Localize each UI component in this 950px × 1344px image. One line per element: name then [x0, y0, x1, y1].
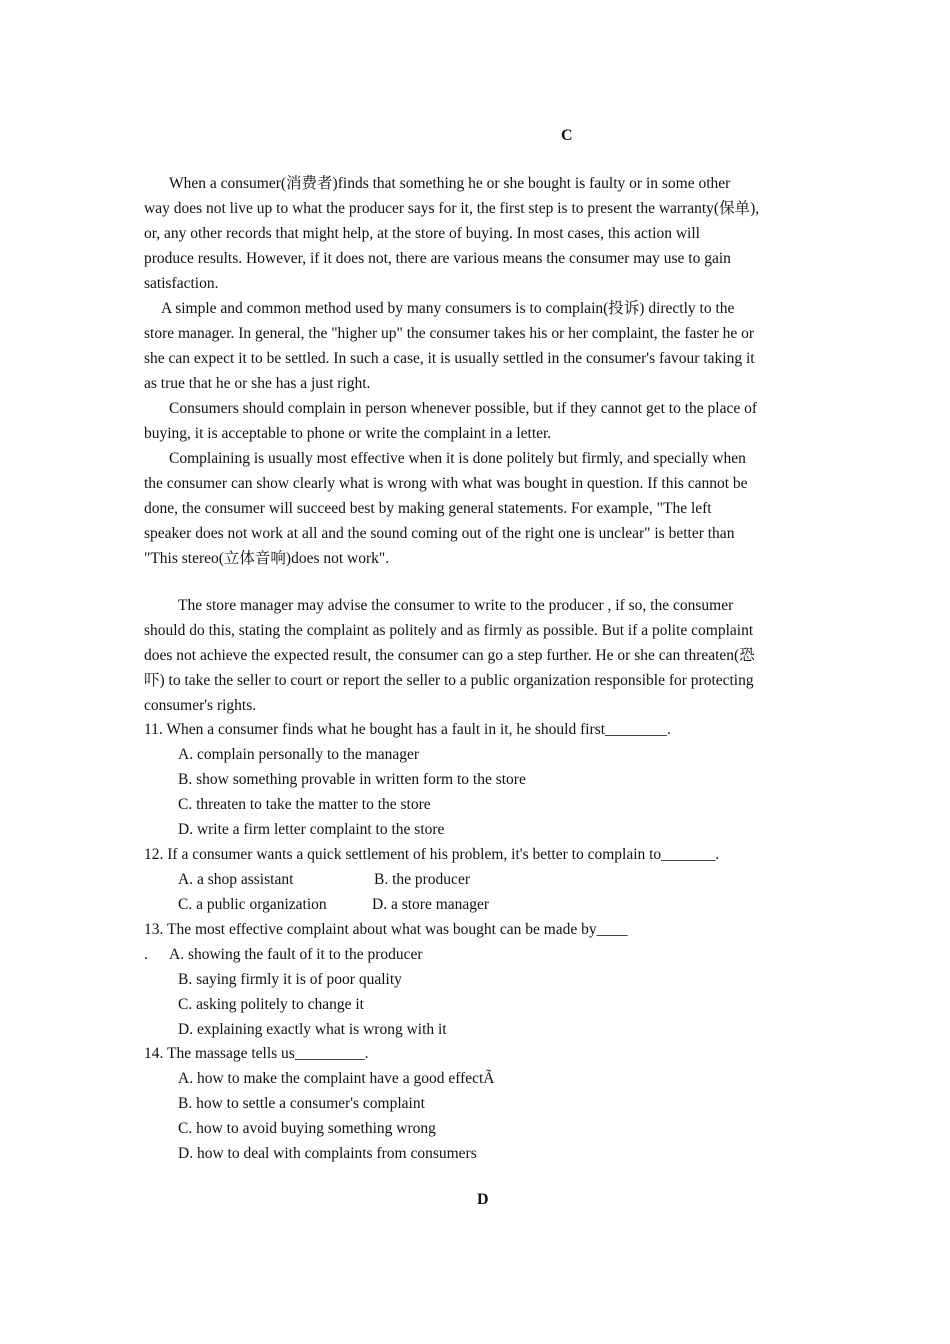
question-13-option-c: C. asking politely to change it — [178, 996, 364, 1013]
question-12-option-d: D. a store manager — [372, 896, 490, 913]
passage-line: she can expect it to be settled. In such a case, it is usually settled in the consumer's favour taking it — [144, 350, 755, 367]
passage-line: Complaining is usually most effective when it is done politely but firmly, and specially when — [169, 450, 746, 467]
question-11-option-b: B. show something provable in written form to the store — [178, 771, 526, 788]
passage-line: buying, it is acceptable to phone or write the complaint in a letter. — [144, 425, 552, 442]
question-14-option-c: C. how to avoid buying something wrong — [178, 1120, 436, 1137]
passage-line: "This stereo(立体音响)does not work". — [144, 550, 390, 567]
passage-line: should do this, stating the complaint as politely and as firmly as possible. But if a polite complaint — [144, 622, 754, 639]
passage-line: the consumer can show clearly what is wrong with what was bought in question. If this cannot be — [144, 475, 748, 492]
passage-line: or, any other records that might help, at the store of buying. In most cases, this action will — [144, 225, 700, 242]
question-11-stem: 11. When a consumer finds what he bought has a fault in it, he should first________. — [144, 721, 671, 738]
passage-line: as true that he or she has a just right. — [144, 375, 371, 392]
passage-line: done, the consumer will succeed best by making general statements. For example, "The left — [144, 500, 712, 517]
section-c-heading: C — [561, 127, 573, 144]
passage-line: 吓) to take the seller to court or report the seller to a public organization responsible for protecting — [144, 672, 754, 689]
passage-line: Consumers should complain in person whenever possible, but if they cannot get to the place of — [169, 400, 758, 417]
question-12-option-a: A. a shop assistant — [178, 871, 294, 888]
question-12-option-b: B. the producer — [374, 871, 470, 888]
passage-line: produce results. However, if it does not, there are various means the consumer may use to gain — [144, 250, 731, 267]
passage-line: When a consumer(消费者)finds that something he or she bought is faulty or in some other — [169, 175, 731, 192]
question-11-option-c: C. threaten to take the matter to the store — [178, 796, 431, 813]
question-13-stray-dot: . — [144, 946, 148, 963]
question-11-option-a: A. complain personally to the manager — [178, 746, 420, 763]
question-14-stem: 14. The massage tells us_________. — [144, 1045, 369, 1062]
question-12-stem: 12. If a consumer wants a quick settlement of his problem, it's better to complain to_______. — [144, 846, 720, 863]
question-14-option-d: D. how to deal with complaints from consumers — [178, 1145, 477, 1162]
passage-line: store manager. In general, the "higher up" the consumer takes his or her complaint, the faster he or — [144, 325, 755, 342]
passage-line: A simple and common method used by many consumers is to complain(投诉) directly to the — [161, 300, 735, 317]
question-13-option-b: B. saying firmly it is of poor quality — [178, 971, 402, 988]
passage-line: way does not live up to what the producer says for it, the first step is to present the warranty(保单), — [144, 200, 760, 217]
question-13-stem: 13. The most effective complaint about what was bought can be made by____ — [144, 921, 628, 938]
question-13-option-a: A. showing the fault of it to the producer — [169, 946, 423, 963]
question-14-option-a: A. how to make the complaint have a good effectÃ — [178, 1070, 495, 1087]
passage-line: satisfaction. — [144, 275, 219, 292]
passage-line: consumer's rights. — [144, 697, 257, 714]
passage-line: does not achieve the expected result, the consumer can go a step further. He or she can threaten(恐 — [144, 647, 755, 664]
section-d-heading: D — [477, 1191, 489, 1208]
question-12-option-c: C. a public organization — [178, 896, 327, 913]
passage-line: speaker does not work at all and the sound coming out of the right one is unclear" is better than — [144, 525, 735, 542]
question-11-option-d: D. write a firm letter complaint to the store — [178, 821, 445, 838]
question-13-option-d: D. explaining exactly what is wrong with it — [178, 1021, 447, 1038]
question-14-option-b: B. how to settle a consumer's complaint — [178, 1095, 425, 1112]
passage-line: The store manager may advise the consumer to write to the producer , if so, the consumer — [178, 597, 734, 614]
